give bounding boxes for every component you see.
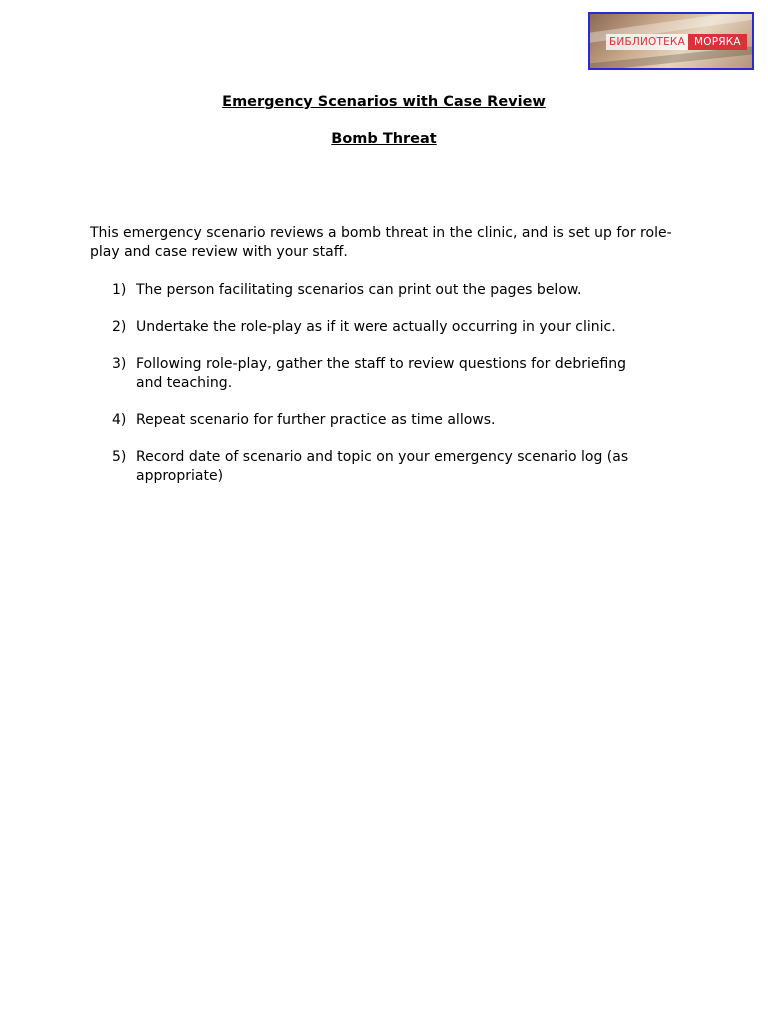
step-text: The person facilitating scenarios can print out the pages below. — [136, 282, 582, 298]
document-title: Emergency Scenarios with Case Review — [222, 94, 546, 110]
step-text: Repeat scenario for further practice as time allows. — [136, 412, 496, 428]
step-number: 2) — [112, 319, 127, 335]
step-number: 3) — [112, 356, 127, 372]
list-item — [90, 281, 646, 300]
intro-paragraph: This emergency scenario reviews a bomb threat in the clinic, and is set up for role-play and case review with your staff. — [90, 225, 672, 260]
list-item — [90, 448, 646, 486]
logo-label — [606, 34, 747, 50]
step-number: 4) — [112, 412, 127, 428]
steps-list — [90, 281, 690, 504]
list-item — [90, 355, 646, 393]
list-item — [90, 318, 646, 337]
logo-word-library: БИБЛИОТЕКА — [606, 34, 688, 50]
list-item — [90, 411, 646, 430]
step-text: Record date of scenario and topic on your emergency scenario log (as appropriate) — [136, 449, 629, 484]
library-logo[interactable] — [588, 12, 754, 70]
step-text: Undertake the role-play as if it were actually occurring in your clinic. — [136, 319, 616, 335]
step-text: Following role-play, gather the staff to review questions for debriefing and teaching. — [136, 356, 627, 391]
step-number: 1) — [112, 282, 127, 298]
document-subtitle: Bomb Threat — [331, 131, 437, 147]
step-number: 5) — [112, 449, 127, 465]
logo-word-sailor: МОРЯКА — [688, 34, 747, 50]
